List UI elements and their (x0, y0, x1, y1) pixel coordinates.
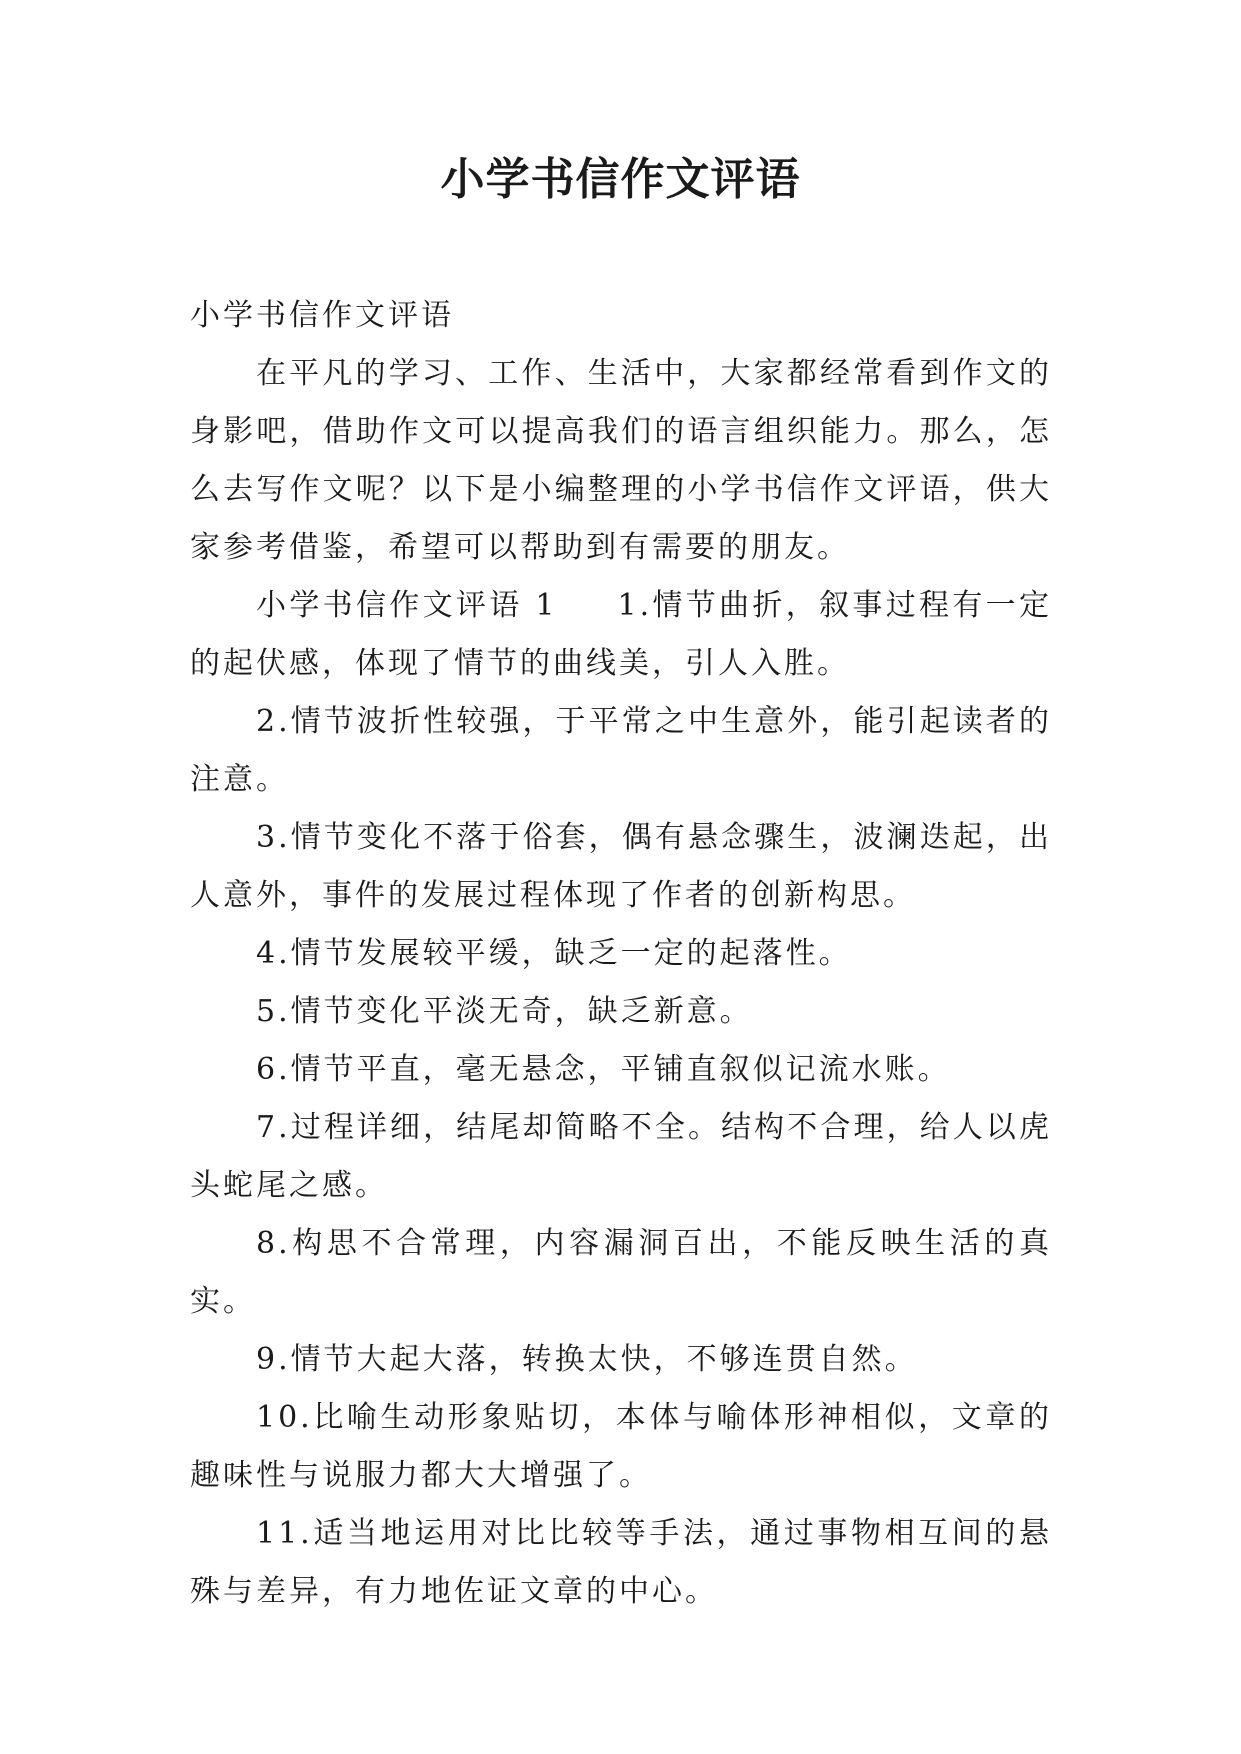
comment-item-10: 10.比喻生动形象贴切，本体与喻体形神相似，文章的趣味性与说服力都大大增强了。 (190, 1400, 1052, 1493)
comment-item-3: 3.情节变化不落于俗套，偶有悬念骤生，波澜迭起，出人意外，事件的发展过程体现了作者的创新构思。 (190, 820, 1052, 913)
comment-item-7: 7.过程详细，结尾却简略不全。结构不合理，给人以虎头蛇尾之感。 (190, 1110, 1052, 1203)
comment-item-11: 11.适当地运用对比比较等手法，通过事物相互间的悬殊与差异，有力地佐证文章的中心。 (190, 1516, 1052, 1609)
intro-paragraph: 在平凡的学习、工作、生活中，大家都经常看到作文的身影吧，借助作文可以提高我们的语言组织能力。那么，怎么去写作文呢？以下是小编整理的小学书信作文评语，供大家参考借鉴，希望可以帮助到有需要的朋友。 (190, 356, 1052, 565)
section-heading: 小学书信作文评语 1 (256, 588, 558, 623)
section-paragraph (190, 577, 1052, 693)
document-title: 小学书信作文评语 (440, 154, 801, 205)
comment-item-5: 5.情节变化平淡无奇，缺乏新意。 (256, 994, 753, 1029)
document-subtitle: 小学书信作文评语 (190, 298, 454, 333)
comment-item-4: 4.情节发展较平缓，缺乏一定的起落性。 (256, 936, 852, 971)
comment-item-1: 1.情节曲折，叙事过程有一定的起伏感，体现了情节的曲线美，引人入胜。 (190, 588, 1052, 681)
comment-item-6: 6.情节平直，毫无悬念，平铺直叙似记流水账。 (256, 1052, 951, 1087)
document-body (190, 287, 1052, 1621)
comment-item-8: 8.构思不合常理，内容漏洞百出，不能反映生活的真实。 (190, 1226, 1052, 1319)
comment-item-2: 2.情节波折性较强，于平常之中生意外，能引起读者的注意。 (190, 704, 1052, 797)
comment-item-9: 9.情节大起大落，转换太快，不够连贯自然。 (256, 1342, 918, 1377)
